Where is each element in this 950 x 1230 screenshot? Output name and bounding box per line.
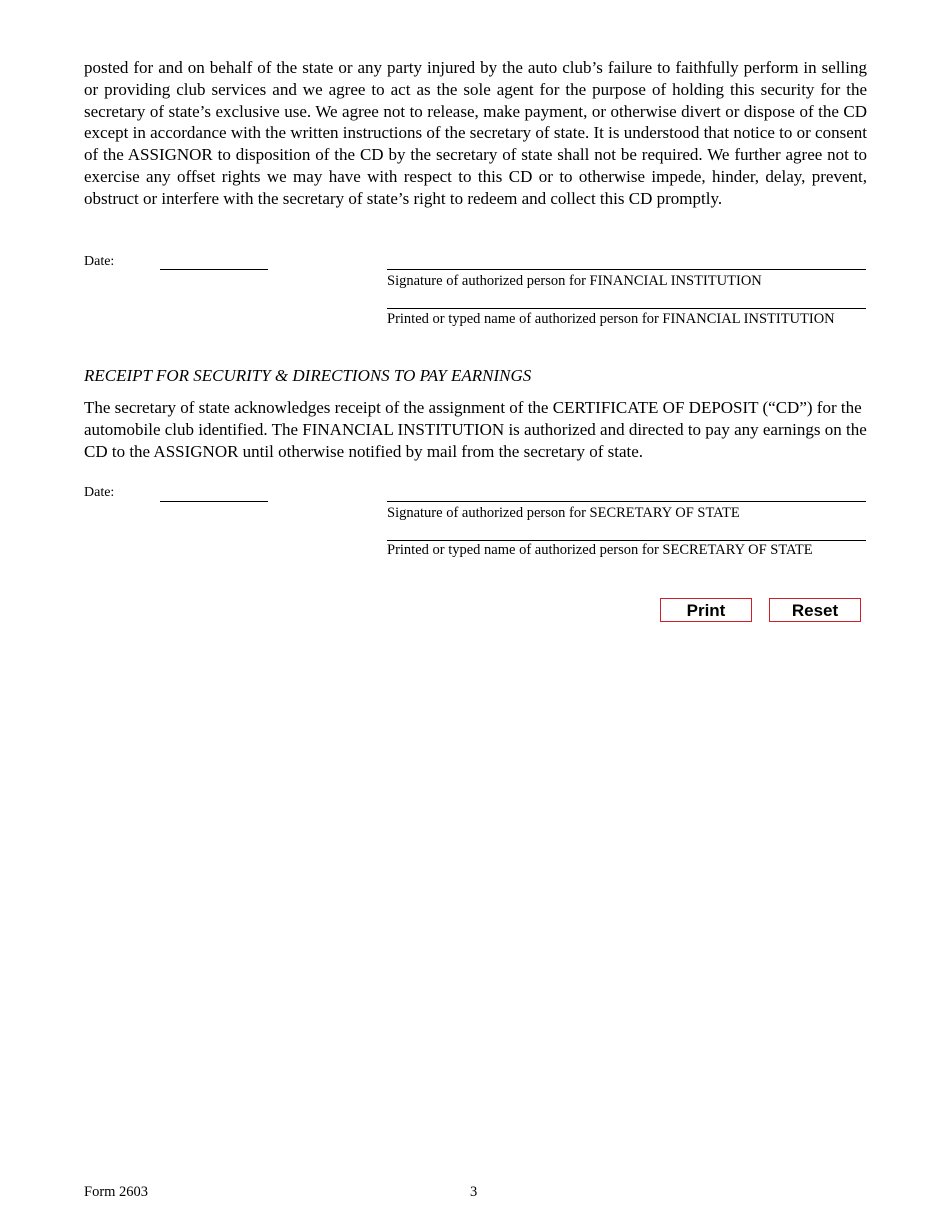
footer-form-number: Form 2603 — [84, 1184, 149, 1200]
fi-signature-field[interactable] — [387, 269, 866, 270]
receipt-heading: RECEIPT FOR SECURITY & DIRECTIONS TO PAY EARNINGS — [84, 366, 532, 385]
sos-printed-name-field[interactable] — [387, 540, 866, 541]
assignment-paragraph: posted for and on behalf of the state or any party injured by the auto club’s failure to faithfully perform in selling or providing club services and we agree to act as the sole agent for the purpose of holding this security for the secretary of state’s exclusive use. We agree not to release, make payment, or otherwise divert or dispose of the CD except in accordance with the written instructions of the secretary of state. It is understood that notice to or consent of the ASSIGNOR to disposition of the CD by the secretary of state shall not be required. We further agree not to exercise any offset rights we may have with respect to this CD or to otherwise impede, hinder, delay, prevent, obstruct or interfere with the secretary of state’s right to redeem and collect this CD promptly. — [84, 58, 867, 208]
fi-date-label: Date: — [84, 254, 115, 269]
fi-printed-name-field[interactable] — [387, 308, 866, 309]
sos-date-label: Date: — [84, 485, 115, 500]
fi-date-field[interactable] — [160, 269, 268, 270]
sos-signature-caption: Signature of authorized person for SECRETARY OF STATE — [387, 505, 740, 521]
reset-button[interactable]: Reset — [769, 598, 861, 622]
fi-printed-name-caption: Printed or typed name of authorized person for FINANCIAL INSTITUTION — [387, 311, 835, 327]
receipt-paragraph: The secretary of state acknowledges receipt of the assignment of the CERTIFICATE OF DEPOSIT (“CD”) for the automobile club identified. The FINANCIAL INSTITUTION is authorized and directed to pay any earnings on the CD to the ASSIGNOR until otherwise notified by mail from the secretary of state. — [84, 398, 867, 461]
sos-printed-name-caption: Printed or typed name of authorized person for SECRETARY OF STATE — [387, 542, 813, 558]
print-button[interactable]: Print — [660, 598, 752, 622]
sos-signature-field[interactable] — [387, 501, 866, 502]
sos-date-field[interactable] — [160, 501, 268, 502]
fi-signature-caption: Signature of authorized person for FINANCIAL INSTITUTION — [387, 273, 762, 289]
footer-page-number: 3 — [470, 1184, 478, 1200]
